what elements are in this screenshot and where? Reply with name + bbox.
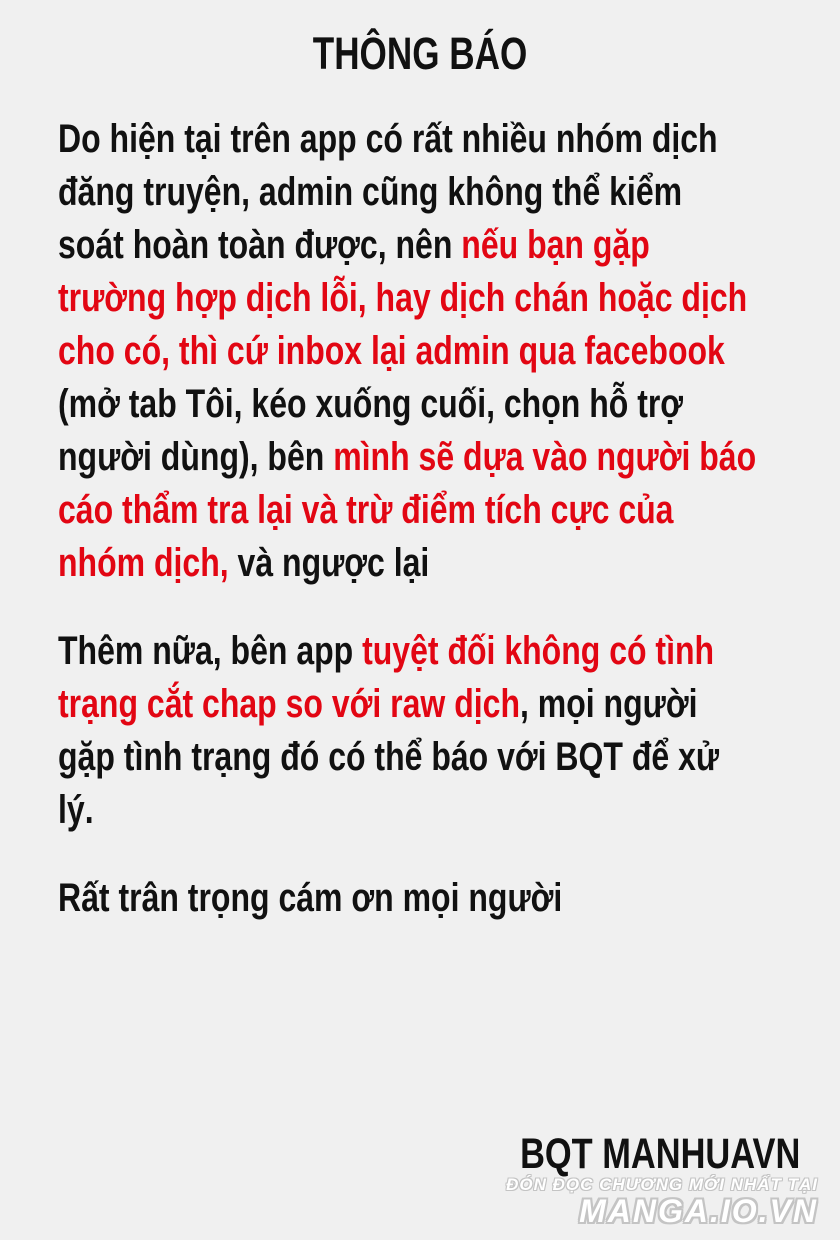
notice-text: gặp tình trạng đó có thể báo với BQT để xử: [58, 735, 720, 779]
highlighted-text: trường hợp dịch lỗi, hay dịch chán hoặc dịch: [58, 276, 748, 320]
notice-line: [58, 325, 725, 378]
notice-line: [58, 537, 684, 590]
highlighted-text: nếu bạn gặp: [461, 223, 650, 267]
notice-line: [58, 484, 684, 537]
notice-line: [58, 784, 684, 837]
notice-text: người dùng), bên: [58, 435, 334, 479]
watermark-site-name: MANGA.IO.VN: [579, 1192, 818, 1229]
notice-text: soát hoàn toàn được, nên: [58, 223, 462, 267]
highlighted-text: cáo thẩm tra lại và trừ điểm tích cực của: [58, 488, 674, 532]
notice-line: [58, 678, 698, 731]
highlighted-text: mình sẽ dựa vào người báo: [333, 435, 757, 479]
notice-text: lý.: [58, 788, 94, 832]
watermark-tagline: ĐÓN ĐỌC CHƯƠNG MỚI NHẤT TẠI: [506, 1175, 818, 1194]
highlighted-text: trạng cắt chap so với raw dịch: [58, 682, 520, 726]
notice-text: Do hiện tại trên app có rất nhiều nhóm dịch: [58, 117, 718, 161]
notice-line: [58, 166, 684, 219]
notice-text: Rất trân trọng cám ơn mọi người: [58, 876, 563, 920]
signature: BQT MANHUAVN: [519, 1130, 800, 1178]
highlighted-text: nhóm dịch,: [58, 541, 229, 585]
notice-text: , mọi người: [519, 682, 698, 726]
notice-body: [58, 113, 840, 925]
highlighted-text: cho có, thì cứ inbox lại admin qua facebook: [58, 329, 725, 373]
notice-line: [58, 431, 757, 484]
notice-text: Thêm nữa, bên app: [58, 629, 363, 673]
notice-text: và ngược lại: [228, 541, 430, 585]
page-title: THÔNG BÁO: [312, 28, 528, 79]
notice-line: [58, 113, 718, 166]
notice-line-gap: [58, 590, 684, 625]
watermark: [506, 1176, 818, 1228]
notice-line: [58, 378, 684, 431]
notice-text: đăng truyện, admin cũng không thể kiểm: [58, 170, 683, 214]
notice-line-gap: [58, 837, 684, 872]
notice-text: (mở tab Tôi, kéo xuống cuối, chọn hỗ trợ: [58, 382, 684, 426]
notice-line: [58, 219, 684, 272]
notice-line: [58, 625, 715, 678]
notice-line: [58, 872, 684, 925]
notice-line: [58, 272, 748, 325]
highlighted-text: tuyệt đối không có tình: [362, 629, 715, 673]
notice-line: [58, 731, 720, 784]
